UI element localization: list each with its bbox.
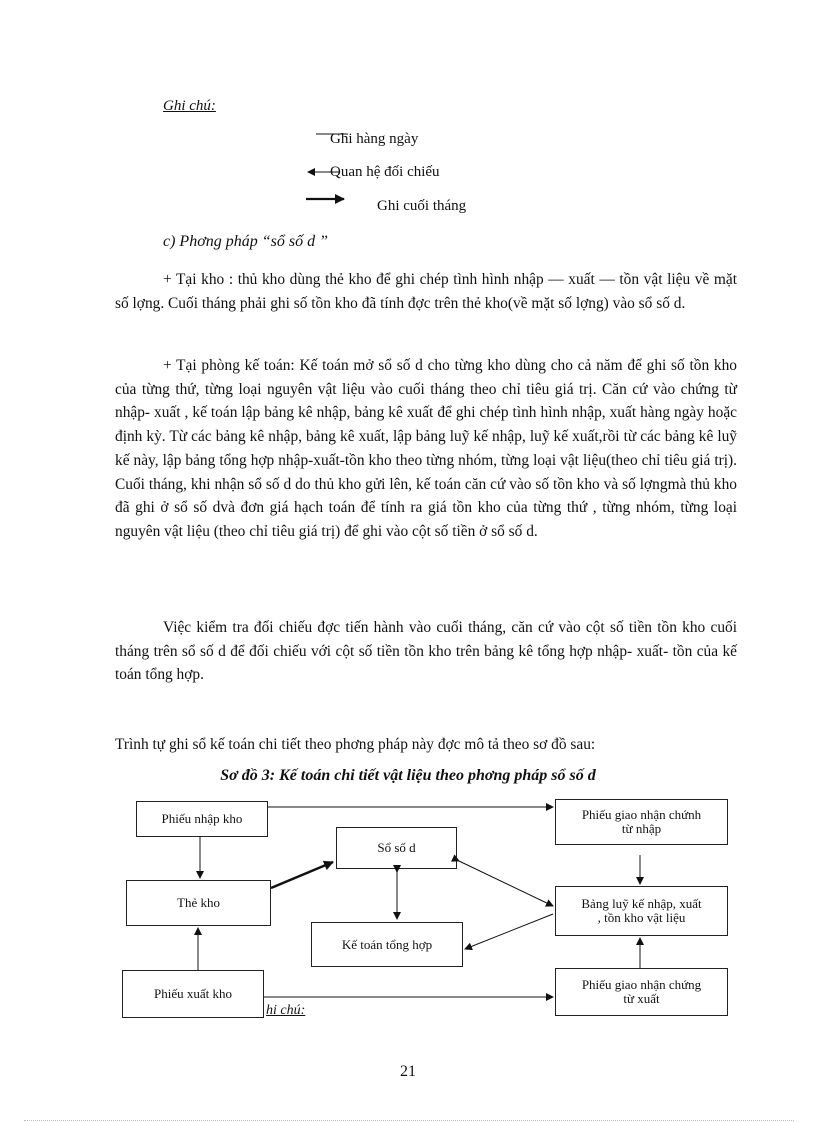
- legend-reconcile-label: Quan hệ đối chiếu: [330, 164, 440, 180]
- box-ke-toan-tong-hop-label: Kế toán tổng hợp: [341, 936, 433, 952]
- section-heading: c) Phơng pháp “sổ số d ”: [163, 233, 328, 250]
- paragraph-warehouse: + Tại kho : thủ kho dùng thẻ kho để ghi chép tình hình nhập — xuất — tồn vật liệu về mặt số lợng. Cuối tháng phải ghi số tồn kho đã tính đợc trên thẻ kho(về mặt số lợng) vào sổ số d.: [115, 271, 737, 312]
- overlapping-note: hi chú:: [266, 1003, 306, 1018]
- box-bang-luy-ke-line2: , tồn kho vật liệu: [597, 910, 686, 925]
- box-phieu-giao-nhan-xuat-line2: từ xuất: [623, 991, 660, 1006]
- box-bang-luy-ke-line1: Bảng luỹ kế nhập, xuất: [581, 896, 702, 911]
- box-phieu-nhap-kho-label: Phiếu nhập kho: [161, 811, 243, 826]
- legend-monthend-label: Ghi cuối tháng: [377, 198, 467, 214]
- box-phieu-giao-nhan-xuat-line1: Phiếu giao nhận chứng: [581, 977, 702, 992]
- box-so-so-du-label: Sổ số d: [377, 840, 416, 855]
- legend-daily-label: Ghi hàng ngày: [330, 131, 419, 147]
- box-phieu-xuat-kho-label: Phiếu xuất kho: [154, 986, 232, 1001]
- diagram-title: Sơ đồ 3: Kế toán chi tiết vật liệu theo phơng pháp sổ số d: [220, 767, 596, 784]
- box-the-kho-label: Thẻ kho: [177, 895, 220, 910]
- legend-title: Ghi chú:: [163, 98, 216, 114]
- arrow-bang-to-ke-toan: [465, 914, 553, 949]
- box-phieu-giao-nhan-nhap-line2: từ nhập: [621, 821, 662, 836]
- page-number: 21: [400, 1063, 416, 1080]
- arrow-so-so-du-bang: [459, 861, 553, 906]
- box-phieu-giao-nhan-nhap-line1: Phiếu giao nhận chứnh: [581, 807, 702, 822]
- paragraph-accounting: + Tại phòng kế toán: Kế toán mở sổ số d cho từng kho dùng cho cả năm để ghi số tồn kho của từng thứ, từng loại nguyên vật liệu vào cuối tháng theo chỉ tiêu giá trị. Căn cứ vào chứng từ nhập- xuất , kế toán lập bảng kê nhập, bảng kê xuất để ghi chép tình hình nhập, xuất hàng ngày hoặc định kỳ. Từ các bảng kê nhập, bảng kê xuất, lập bảng luỹ kế nhập, luỹ kế xuất,rồi từ các bảng kê luỹ kế này, lập bảng tổng hợp nhập-xuất-tồn kho theo từng nhóm, từng loại vật liệu(theo chỉ tiêu giá trị). Cuối tháng, khi nhận sổ số d do thủ kho gửi lên, kế toán căn cứ vào số tồn kho và số lợngmà thủ kho đã ghi ở sổ số dvà đơn giá hạch toán để tính ra giá tồn kho của từng thứ , từng nhóm, từng loại nguyên vật liệu (theo chỉ tiêu giá trị) để ghi vào cột số tiền ở sổ số d.: [115, 357, 737, 540]
- page-bottom-divider: [24, 1120, 794, 1121]
- diagram-intro-line: Trình tự ghi sổ kế toán chi tiết theo phơng pháp này đợc mô tả theo sơ đồ sau:: [115, 736, 596, 753]
- paragraph-reconciliation: Việc kiểm tra đối chiếu đợc tiến hành vào cuối tháng, căn cứ vào cột số tiền tồn kho cuối tháng trên sổ số d để đối chiếu với cột số tiền tồn kho trên bảng kê tổng hợp nhập- xuất- tồn của kế toán tổng hợp.: [115, 619, 737, 684]
- arrow-the-kho-to-so-so-du: [271, 862, 333, 888]
